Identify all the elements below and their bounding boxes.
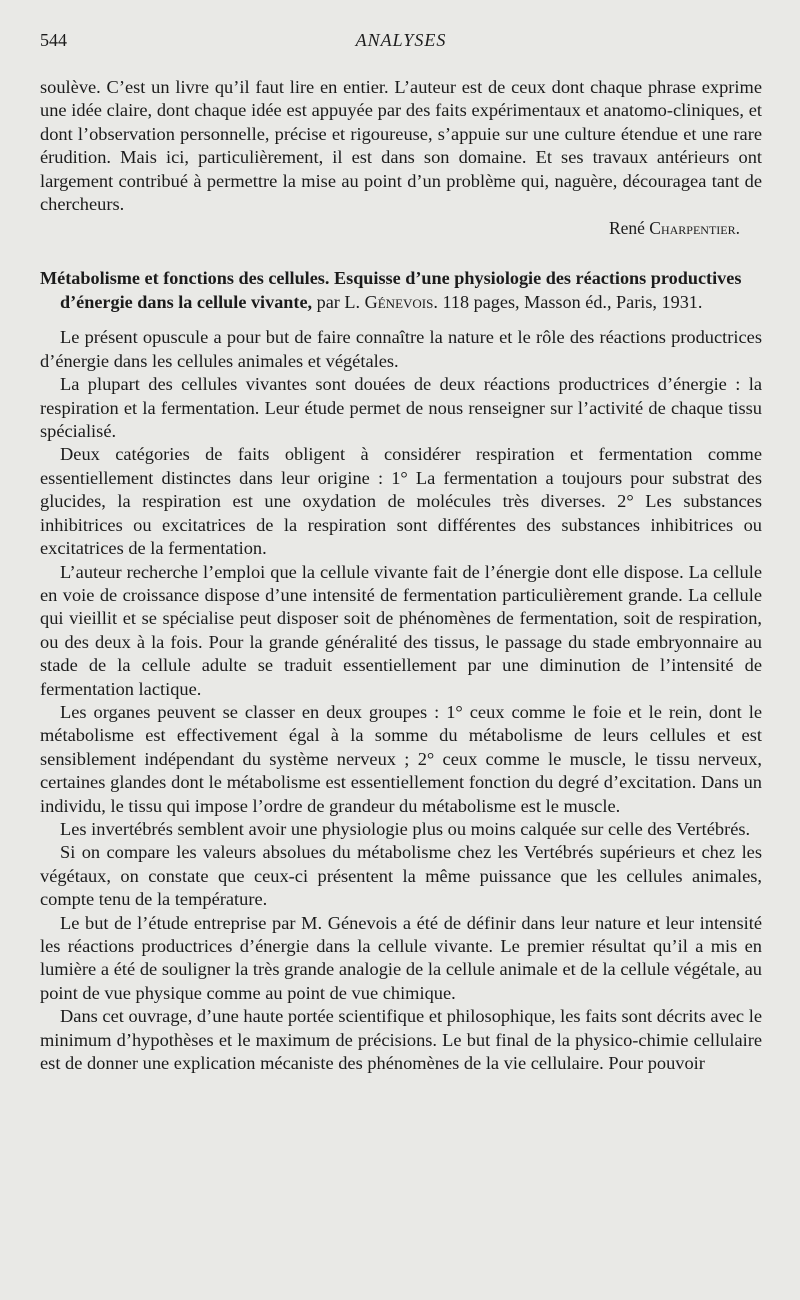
review-paragraph: Les invertébrés semblent avoir une physiologie plus ou moins calquée sur celle des Vertébrés.: [60, 818, 751, 839]
page-number: 544: [40, 30, 67, 50]
running-header: [40, 28, 762, 54]
review-paragraph: Si on compare les valeurs absolues du métabolisme chez les Vertébrés supérieurs et chez les végétaux, on constate que ceux-ci présentent la même puissance que les cellules animales, compte tenu de la température.: [40, 842, 762, 910]
review-heading: [40, 266, 762, 314]
review-paragraph: Deux catégories de faits obligent à considérer respiration et fermentation comme essentiellement distinctes dans leur origine : 1° La fermentation a toujours pour substrat des glucides, la respiration est une oxydation de molécules très diverses. 2° Les substances inhibitrices ou excitatrices de la respiration sont différentes des substances inhibitrices ou excitatrices de la fermentation.: [40, 444, 762, 559]
previous-review-text: soulève. C’est un livre qu’il faut lire en entier. L’auteur est de ceux dont chaque phrase exprime une idée claire, dont chaque idée est appuyée par des faits expérimentaux et anatomo-cliniques, et dont l’observation personnelle, précise et rigoureuse, s’appuie sur une culture étendue et une rare érudition. Mais ici, particulièrement, il est dans son domaine. Et ses travaux antérieurs ont largement contribué à permettre la mise au point d’un problème qui, naguère, découragea tant de chercheurs.: [40, 77, 762, 215]
running-title: ANALYSES: [355, 30, 447, 50]
book-by: par L.: [312, 292, 365, 313]
review-paragraph: Dans cet ouvrage, d’une haute portée scientifique et philosophique, les faits sont décrits avec le minimum d’hypothèses et le maximum de précisions. Le but final de la physico-chimie cellulaire est de donner une explication mécaniste des phénomènes de la vie cellulaire. Pour pouvoir: [40, 1006, 762, 1074]
reviewer-first-name: René: [608, 218, 645, 239]
review-paragraph: Les organes peuvent se classer en deux groupes : 1° ceux comme le foie et le rein, dont le métabolisme est effectivement égal à la somme du métabolisme de leurs cellules et est sensiblement indépendant du système nerveux ; 2° ceux comme le muscle, le tissu nerveux, certaines glandes dont le métabolisme est essentiellement fonction du degré d’excitation. Dans un individu, le tissu qui impose l’ordre de grandeur du métabolisme est le muscle.: [40, 701, 762, 816]
review-paragraph: Le but de l’étude entreprise par M. Génevois a été de définir dans leur nature et leur intensité les réactions productrices d’énergie dans la cellule vivante. Le premier résultat qu’il a mis en lumière a été de souligner la très grande analogie de la cellule animale et de la cellule végétale, au point de vue physique comme au point de vue chimique.: [40, 912, 762, 1003]
book-title: Métabolisme et fonctions des cellules. Esquisse d’une physiologie des réactions productives d’énergie dans la cellule vivante,: [40, 268, 742, 313]
book-publication: 118 pages, Masson éd., Paris, 1931.: [437, 292, 703, 313]
review-paragraph: Le présent opuscule a pour but de faire connaître la nature et le rôle des réactions productrices d’énergie dans les cellules animales et végétales.: [40, 327, 762, 371]
book-author: Génevois.: [364, 292, 438, 313]
reviewer-signature: [40, 217, 740, 240]
review-paragraph: La plupart des cellules vivantes sont douées de deux réactions productrices d’énergie : la respiration et la fermentation. Leur étude permet de nous renseigner sur l’activité de chaque tissu spécialisé.: [40, 374, 762, 442]
review-paragraph: L’auteur recherche l’emploi que la cellule vivante fait de l’énergie dont elle dispose. La cellule en voie de croissance dispose d’une intensité de fermentation particulièrement grande. La cellule qui vieillit et se spécialise peut disposer soit de phénomènes de fermentation, soit de respiration, ou des deux à la fois. Pour la grande généralité des tissus, le passage du stade embryonnaire au stade de la cellule adulte se traduit essentiellement par une diminution de l’intensité de fermentation lactique.: [40, 561, 762, 699]
reviewer-last-name: Charpentier.: [649, 218, 740, 239]
